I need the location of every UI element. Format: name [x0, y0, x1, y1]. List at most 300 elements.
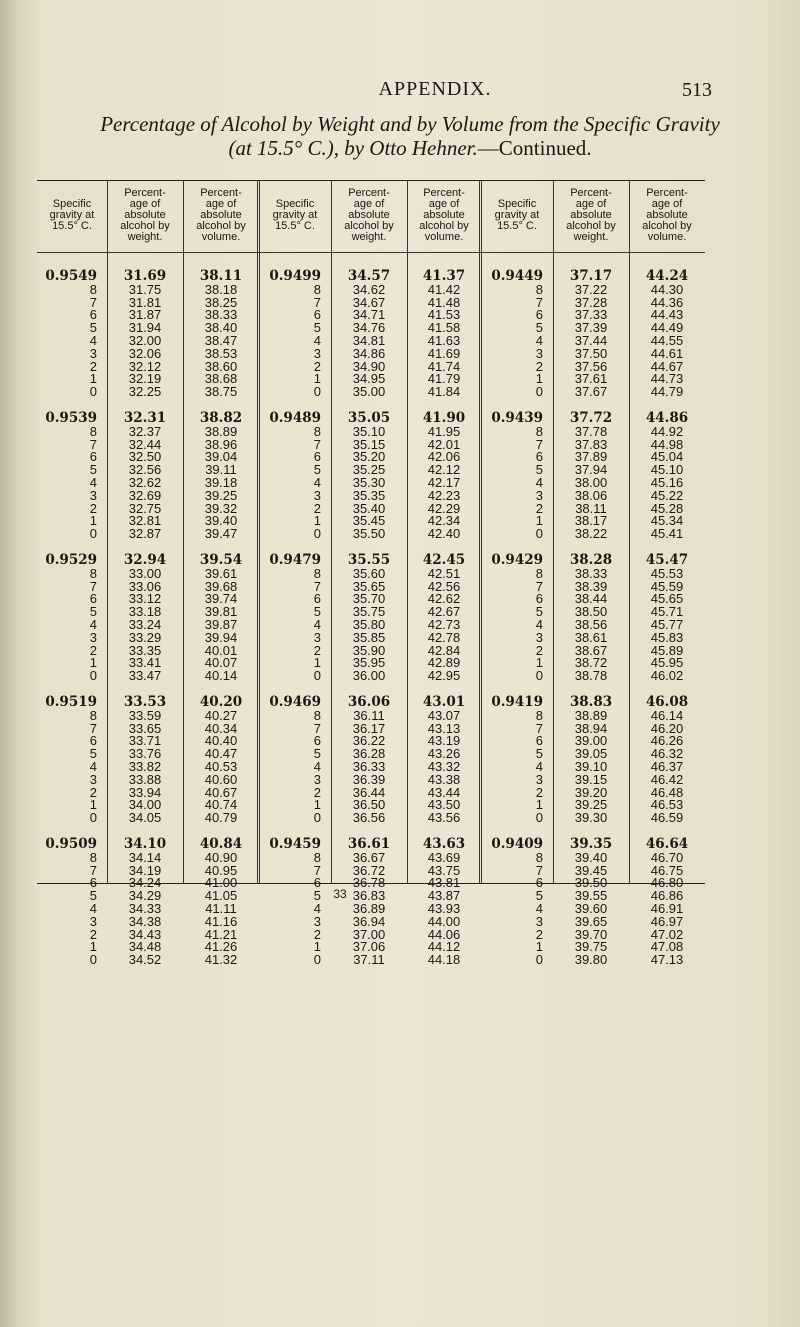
- specific-gravity-cell: 7: [313, 578, 321, 594]
- specific-gravity-cell: 3: [313, 629, 321, 645]
- specific-gravity-cell: 5: [313, 888, 321, 904]
- column-header-volume: Percent- age of absolute alcohol by volume.: [196, 187, 246, 243]
- specific-gravity-cell: 4: [535, 759, 543, 774]
- specific-gravity-cell: 2: [313, 500, 321, 516]
- alcohol-by-volume-cell: 44.12: [427, 939, 461, 955]
- specific-gravity-cell: 7: [535, 436, 543, 452]
- running-head: APPENDIX.: [378, 78, 492, 100]
- alcohol-by-volume-cell: 42.34: [427, 513, 461, 529]
- alcohol-by-weight-cell: 32.25: [128, 384, 162, 400]
- specific-gravity-cell: 2: [535, 642, 543, 658]
- alcohol-by-weight-cell: 32.81: [128, 513, 162, 529]
- alcohol-by-weight-cell: 37.33: [574, 307, 608, 323]
- alcohol-by-weight-cell: 33.06: [128, 578, 162, 594]
- alcohol-by-volume-cell: 40.34: [204, 720, 238, 736]
- specific-gravity-cell: 8: [535, 423, 543, 439]
- specific-gravity-cell: 6: [313, 449, 321, 465]
- specific-gravity-cell: 6: [313, 875, 321, 891]
- specific-gravity-cell: 0: [535, 952, 543, 968]
- alcohol-by-weight-cell: 37.72: [569, 410, 613, 426]
- alcohol-by-weight-cell: 35.50: [352, 526, 386, 542]
- alcohol-by-weight-cell: 36.00: [352, 668, 386, 684]
- specific-gravity-cell: 7: [535, 294, 543, 310]
- specific-gravity-cell: 7: [89, 436, 97, 452]
- specific-gravity-cell: 6: [313, 591, 321, 607]
- specific-gravity-cell: 4: [313, 333, 321, 348]
- specific-gravity-cell: 0: [313, 810, 321, 826]
- specific-gravity-cell: 5: [535, 320, 543, 336]
- alcohol-by-weight-cell: 32.69: [128, 487, 162, 503]
- specific-gravity-cell: 7: [535, 720, 543, 736]
- alcohol-by-volume-cell: 40.84: [199, 836, 243, 852]
- specific-gravity-cell: 0.9409: [491, 836, 543, 852]
- alcohol-by-volume-cell: 42.95: [427, 668, 461, 684]
- specific-gravity-cell: 2: [313, 358, 321, 374]
- alcohol-by-weight-cell: 38.94: [574, 720, 608, 736]
- specific-gravity-cell: 6: [535, 875, 543, 891]
- alcohol-by-weight-cell: 33.47: [128, 668, 162, 684]
- alcohol-by-volume-cell: 40.01: [204, 642, 238, 658]
- section-divider: [257, 180, 260, 884]
- specific-gravity-cell: 3: [535, 629, 543, 645]
- specific-gravity-cell: 3: [89, 771, 97, 787]
- alcohol-by-volume-cell: 41.84: [427, 384, 461, 400]
- alcohol-by-weight-cell: 34.19: [128, 862, 162, 878]
- alcohol-by-volume-cell: 42.51: [427, 565, 461, 581]
- alcohol-by-volume-cell: 44.43: [650, 307, 684, 323]
- alcohol-by-volume-cell: 39.87: [204, 617, 238, 632]
- specific-gravity-cell: 6: [313, 733, 321, 749]
- alcohol-by-volume-cell: 38.40: [204, 320, 238, 336]
- specific-gravity-cell: 5: [89, 604, 97, 620]
- alcohol-by-volume-cell: 38.18: [204, 281, 238, 297]
- specific-gravity-cell: 7: [313, 862, 321, 878]
- alcohol-by-volume-cell: 44.92: [650, 423, 684, 439]
- specific-gravity-cell: 8: [313, 565, 321, 581]
- alcohol-by-volume-cell: 40.07: [204, 655, 238, 671]
- specific-gravity-cell: 5: [535, 604, 543, 620]
- alcohol-by-weight-cell: 35.85: [352, 629, 386, 645]
- specific-gravity-cell: 5: [313, 604, 321, 620]
- column-header-weight: Percent- age of absolute alcohol by weight.: [120, 187, 170, 243]
- alcohol-by-weight-cell: 39.80: [574, 952, 608, 968]
- title-line-1: Percentage of Alcohol by Weight and by Volume from the Specific Gravity: [100, 112, 720, 136]
- specific-gravity-cell: 0: [89, 810, 97, 826]
- alcohol-by-weight-cell: 38.17: [574, 513, 608, 529]
- specific-gravity-cell: 0: [313, 526, 321, 542]
- alcohol-by-weight-cell: 35.70: [352, 591, 386, 607]
- specific-gravity-cell: 0.9549: [45, 268, 97, 284]
- alcohol-by-volume-cell: 41.48: [427, 294, 461, 310]
- alcohol-by-weight-cell: 35.45: [352, 513, 386, 529]
- alcohol-by-weight-cell: 39.20: [574, 784, 608, 800]
- alcohol-by-volume-cell: 42.29: [427, 500, 461, 516]
- alcohol-by-weight-cell: 37.94: [574, 462, 608, 478]
- specific-gravity-cell: 6: [313, 307, 321, 323]
- alcohol-by-weight-cell: 32.75: [128, 500, 162, 516]
- alcohol-by-weight-cell: 31.75: [128, 281, 162, 297]
- specific-gravity-cell: 1: [535, 371, 543, 387]
- specific-gravity-cell: 6: [89, 733, 97, 749]
- alcohol-by-volume-cell: 39.61: [204, 565, 238, 581]
- alcohol-by-volume-cell: 40.79: [204, 810, 238, 826]
- alcohol-by-weight-cell: 37.83: [574, 436, 608, 452]
- specific-gravity-cell: 1: [89, 371, 97, 387]
- specific-gravity-cell: 3: [535, 345, 543, 361]
- alcohol-by-weight-cell: 34.14: [128, 849, 162, 865]
- specific-gravity-cell: 5: [535, 462, 543, 478]
- alcohol-by-volume-cell: 45.22: [650, 487, 684, 503]
- alcohol-by-volume-cell: 41.26: [204, 939, 238, 955]
- alcohol-by-weight-cell: 34.43: [128, 926, 162, 942]
- alcohol-by-volume-cell: 44.55: [650, 333, 684, 348]
- alcohol-by-volume-cell: 45.41: [650, 526, 684, 542]
- specific-gravity-cell: 7: [313, 294, 321, 310]
- specific-gravity-cell: 6: [89, 307, 97, 323]
- specific-gravity-cell: 1: [313, 513, 321, 529]
- specific-gravity-cell: 8: [313, 707, 321, 723]
- alcohol-by-weight-cell: 31.94: [128, 320, 162, 336]
- alcohol-by-weight-cell: 35.80: [352, 617, 386, 632]
- alcohol-by-weight-cell: 34.90: [352, 358, 386, 374]
- alcohol-by-weight-cell: 33.59: [128, 707, 162, 723]
- alcohol-by-volume-cell: 40.40: [204, 733, 238, 749]
- alcohol-by-volume-cell: 40.47: [204, 746, 238, 762]
- alcohol-by-weight-cell: 36.78: [352, 875, 386, 891]
- alcohol-by-weight-cell: 36.28: [352, 746, 386, 762]
- alcohol-by-volume-cell: 46.91: [650, 901, 684, 916]
- table-top-rule: [37, 180, 705, 181]
- alcohol-by-volume-cell: 44.79: [650, 384, 684, 400]
- alcohol-by-weight-cell: 37.17: [569, 268, 613, 284]
- specific-gravity-cell: 2: [535, 784, 543, 800]
- alcohol-by-volume-cell: 41.69: [427, 345, 461, 361]
- alcohol-by-weight-cell: 38.00: [574, 475, 608, 490]
- alcohol-by-weight-cell: 37.06: [352, 939, 386, 955]
- specific-gravity-cell: 5: [313, 462, 321, 478]
- alcohol-by-weight-cell: 36.11: [353, 707, 385, 723]
- specific-gravity-cell: 0: [535, 526, 543, 542]
- alcohol-by-weight-cell: 32.94: [123, 552, 167, 568]
- alcohol-by-weight-cell: 36.33: [352, 759, 386, 774]
- specific-gravity-cell: 0.9499: [269, 268, 321, 284]
- header-rule: [37, 252, 705, 253]
- alcohol-by-volume-cell: 39.04: [204, 449, 238, 465]
- specific-gravity-cell: 0.9519: [45, 694, 97, 710]
- specific-gravity-cell: 4: [535, 901, 543, 916]
- specific-gravity-cell: 4: [89, 759, 97, 774]
- alcohol-by-weight-cell: 35.75: [352, 604, 386, 620]
- alcohol-by-weight-cell: 37.22: [574, 281, 608, 297]
- alcohol-by-volume-cell: 41.16: [204, 913, 238, 929]
- alcohol-by-volume-cell: 46.08: [645, 694, 689, 710]
- alcohol-by-volume-cell: 43.69: [427, 849, 461, 865]
- alcohol-by-weight-cell: 33.88: [128, 771, 162, 787]
- alcohol-by-volume-cell: 44.36: [650, 294, 684, 310]
- alcohol-by-weight-cell: 34.86: [352, 345, 386, 361]
- alcohol-by-weight-cell: 39.25: [574, 797, 608, 813]
- alcohol-by-volume-cell: 43.13: [427, 720, 461, 736]
- alcohol-by-weight-cell: 35.35: [352, 487, 386, 503]
- alcohol-by-weight-cell: 32.87: [128, 526, 162, 542]
- section-divider: [479, 180, 482, 884]
- specific-gravity-cell: 4: [89, 901, 97, 916]
- specific-gravity-cell: 0.9489: [269, 410, 321, 426]
- alcohol-by-weight-cell: 38.83: [569, 694, 613, 710]
- alcohol-by-volume-cell: 43.07: [427, 707, 461, 723]
- alcohol-by-volume-cell: 38.33: [204, 307, 238, 323]
- alcohol-by-weight-cell: 33.53: [123, 694, 167, 710]
- specific-gravity-cell: 7: [89, 720, 97, 736]
- alcohol-by-weight-cell: 35.05: [347, 410, 391, 426]
- alcohol-by-volume-cell: 38.11: [199, 268, 243, 284]
- alcohol-table: [37, 180, 705, 968]
- alcohol-by-volume-cell: 45.77: [650, 617, 684, 632]
- alcohol-by-volume-cell: 38.82: [199, 410, 243, 426]
- alcohol-by-weight-cell: 37.78: [574, 423, 608, 439]
- specific-gravity-cell: 0: [313, 384, 321, 400]
- specific-gravity-cell: 8: [89, 565, 97, 581]
- alcohol-by-weight-cell: 36.61: [347, 836, 391, 852]
- specific-gravity-cell: 2: [89, 926, 97, 942]
- alcohol-by-volume-cell: 43.75: [427, 862, 461, 878]
- title-continued: —Continued.: [477, 136, 592, 160]
- alcohol-by-volume-cell: 38.75: [204, 384, 238, 400]
- alcohol-by-weight-cell: 33.71: [128, 733, 162, 749]
- specific-gravity-cell: 1: [313, 939, 321, 955]
- alcohol-by-volume-cell: 39.25: [204, 487, 238, 503]
- specific-gravity-cell: 1: [313, 655, 321, 671]
- specific-gravity-cell: 0.9479: [269, 552, 321, 568]
- specific-gravity-cell: 2: [313, 642, 321, 658]
- specific-gravity-cell: 0.9459: [269, 836, 321, 852]
- alcohol-by-volume-cell: 45.10: [650, 462, 684, 478]
- specific-gravity-cell: 5: [89, 462, 97, 478]
- specific-gravity-cell: 3: [89, 487, 97, 503]
- alcohol-by-weight-cell: 37.39: [574, 320, 608, 336]
- alcohol-by-volume-cell: 46.97: [650, 913, 684, 929]
- specific-gravity-cell: 0: [89, 526, 97, 542]
- alcohol-by-volume-cell: 41.95: [427, 423, 461, 439]
- alcohol-by-volume-cell: 41.05: [204, 888, 238, 904]
- alcohol-by-volume-cell: 42.06: [427, 449, 461, 465]
- specific-gravity-cell: 3: [89, 629, 97, 645]
- alcohol-by-weight-cell: 39.15: [574, 771, 608, 787]
- specific-gravity-cell: 0: [313, 668, 321, 684]
- alcohol-by-weight-cell: 33.65: [128, 720, 162, 736]
- alcohol-by-volume-cell: 46.26: [650, 733, 684, 749]
- column-header-weight: Percent- age of absolute alcohol by weight.: [344, 187, 394, 243]
- alcohol-by-volume-cell: 47.13: [650, 952, 684, 968]
- table-title: [50, 112, 770, 160]
- specific-gravity-cell: 6: [535, 449, 543, 465]
- specific-gravity-cell: 8: [535, 565, 543, 581]
- alcohol-by-weight-cell: 39.50: [574, 875, 608, 891]
- specific-gravity-cell: 2: [535, 500, 543, 516]
- alcohol-by-weight-cell: 36.06: [347, 694, 391, 710]
- alcohol-by-volume-cell: 46.75: [650, 862, 684, 878]
- alcohol-by-volume-cell: 46.37: [650, 759, 684, 774]
- specific-gravity-cell: 5: [535, 746, 543, 762]
- specific-gravity-cell: 4: [313, 901, 321, 916]
- alcohol-by-weight-cell: 38.50: [574, 604, 608, 620]
- alcohol-by-volume-cell: 42.84: [427, 642, 461, 658]
- alcohol-by-weight-cell: 39.05: [574, 746, 608, 762]
- specific-gravity-cell: 5: [89, 888, 97, 904]
- alcohol-by-volume-cell: 38.25: [204, 294, 238, 310]
- alcohol-by-volume-cell: 46.42: [650, 771, 684, 787]
- specific-gravity-cell: 8: [89, 707, 97, 723]
- alcohol-by-weight-cell: 39.10: [574, 759, 608, 774]
- specific-gravity-cell: 8: [89, 281, 97, 297]
- alcohol-by-weight-cell: 37.00: [352, 926, 386, 942]
- alcohol-by-volume-cell: 39.94: [204, 629, 238, 645]
- alcohol-by-weight-cell: 32.62: [128, 475, 162, 490]
- specific-gravity-cell: 0.9469: [269, 694, 321, 710]
- specific-gravity-cell: 0.9439: [491, 410, 543, 426]
- alcohol-by-weight-cell: 36.89: [352, 901, 386, 916]
- alcohol-by-volume-cell: 42.17: [427, 475, 461, 490]
- specific-gravity-cell: 0: [89, 952, 97, 968]
- title-author: C.), by Otto Hehner.: [302, 136, 478, 160]
- alcohol-by-volume-cell: 46.20: [650, 720, 684, 736]
- specific-gravity-cell: 5: [89, 320, 97, 336]
- alcohol-by-weight-cell: 34.48: [128, 939, 162, 955]
- specific-gravity-cell: 7: [89, 578, 97, 594]
- alcohol-by-weight-cell: 33.18: [128, 604, 162, 620]
- alcohol-by-volume-cell: 42.01: [427, 436, 461, 452]
- alcohol-by-volume-cell: 45.34: [650, 513, 684, 529]
- alcohol-by-volume-cell: 46.53: [650, 797, 684, 813]
- alcohol-by-volume-cell: 42.45: [422, 552, 466, 568]
- alcohol-by-weight-cell: 36.72: [352, 862, 386, 878]
- alcohol-by-weight-cell: 35.00: [352, 384, 386, 400]
- alcohol-by-volume-cell: 44.98: [650, 436, 684, 452]
- alcohol-by-weight-cell: 35.40: [352, 500, 386, 516]
- alcohol-by-volume-cell: 38.68: [204, 371, 238, 387]
- alcohol-by-volume-cell: 46.80: [650, 875, 684, 891]
- specific-gravity-cell: 1: [89, 513, 97, 529]
- alcohol-by-weight-cell: 38.28: [569, 552, 613, 568]
- alcohol-by-volume-cell: 44.86: [645, 410, 689, 426]
- specific-gravity-cell: 1: [535, 797, 543, 813]
- alcohol-by-volume-cell: 45.89: [650, 642, 684, 658]
- alcohol-by-weight-cell: 36.17: [352, 720, 386, 736]
- alcohol-by-weight-cell: 34.24: [128, 875, 162, 891]
- alcohol-by-weight-cell: 37.44: [574, 333, 608, 348]
- alcohol-by-weight-cell: 38.44: [574, 591, 608, 607]
- specific-gravity-cell: 6: [89, 449, 97, 465]
- alcohol-by-weight-cell: 37.28: [574, 294, 608, 310]
- alcohol-by-volume-cell: 45.53: [650, 565, 684, 581]
- alcohol-by-volume-cell: 42.89: [427, 655, 461, 671]
- column-header-volume: Percent- age of absolute alcohol by volume.: [642, 187, 692, 243]
- specific-gravity-cell: 2: [313, 784, 321, 800]
- specific-gravity-cell: 0: [313, 952, 321, 968]
- alcohol-by-volume-cell: 41.21: [204, 926, 238, 942]
- alcohol-by-weight-cell: 36.94: [352, 913, 386, 929]
- specific-gravity-cell: 0.9429: [491, 552, 543, 568]
- alcohol-by-volume-cell: 47.08: [650, 939, 684, 955]
- specific-gravity-cell: 0.9539: [45, 410, 97, 426]
- alcohol-by-weight-cell: 39.75: [574, 939, 608, 955]
- alcohol-by-weight-cell: 35.90: [352, 642, 386, 658]
- alcohol-by-weight-cell: 39.00: [574, 733, 608, 749]
- alcohol-by-weight-cell: 34.52: [128, 952, 162, 968]
- alcohol-by-weight-cell: 37.61: [574, 371, 608, 387]
- alcohol-by-volume-cell: 43.01: [422, 694, 466, 710]
- specific-gravity-cell: 7: [535, 578, 543, 594]
- alcohol-by-volume-cell: 41.79: [427, 371, 461, 387]
- alcohol-by-volume-cell: 46.48: [650, 784, 684, 800]
- alcohol-by-volume-cell: 42.78: [427, 629, 461, 645]
- alcohol-by-weight-cell: 37.56: [574, 358, 608, 374]
- alcohol-by-volume-cell: 43.56: [427, 810, 461, 826]
- alcohol-by-weight-cell: 38.33: [574, 565, 608, 581]
- specific-gravity-cell: 7: [89, 294, 97, 310]
- specific-gravity-cell: 0: [89, 384, 97, 400]
- specific-gravity-cell: 8: [535, 707, 543, 723]
- specific-gravity-cell: 5: [313, 320, 321, 336]
- specific-gravity-cell: 1: [89, 655, 97, 671]
- alcohol-by-weight-cell: 37.89: [574, 449, 608, 465]
- alcohol-by-volume-cell: 46.64: [645, 836, 689, 852]
- specific-gravity-cell: 3: [535, 487, 543, 503]
- title-temp: (at 15.5: [228, 136, 294, 160]
- specific-gravity-cell: 3: [535, 913, 543, 929]
- alcohol-by-volume-cell: 46.14: [650, 707, 684, 723]
- alcohol-by-volume-cell: 38.96: [204, 436, 238, 452]
- alcohol-by-weight-cell: 35.95: [352, 655, 386, 671]
- alcohol-by-volume-cell: 39.11: [205, 462, 237, 478]
- specific-gravity-cell: 3: [89, 345, 97, 361]
- specific-gravity-cell: 3: [89, 913, 97, 929]
- alcohol-by-weight-cell: 31.69: [123, 268, 167, 284]
- specific-gravity-cell: 2: [89, 784, 97, 800]
- alcohol-by-weight-cell: 38.11: [575, 500, 607, 516]
- specific-gravity-cell: 4: [535, 475, 543, 490]
- alcohol-by-weight-cell: 31.81: [128, 294, 162, 310]
- specific-gravity-cell: 6: [89, 875, 97, 891]
- alcohol-by-volume-cell: 43.19: [427, 733, 461, 749]
- alcohol-by-weight-cell: 32.19: [128, 371, 162, 387]
- alcohol-by-volume-cell: 40.20: [199, 694, 243, 710]
- alcohol-by-volume-cell: 39.32: [204, 500, 238, 516]
- alcohol-by-weight-cell: 36.39: [352, 771, 386, 787]
- alcohol-by-volume-cell: 46.86: [650, 888, 684, 904]
- alcohol-by-volume-cell: 45.95: [650, 655, 684, 671]
- alcohol-by-weight-cell: 38.78: [574, 668, 608, 684]
- specific-gravity-cell: 0: [535, 810, 543, 826]
- specific-gravity-cell: 0.9419: [491, 694, 543, 710]
- specific-gravity-cell: 3: [535, 771, 543, 787]
- specific-gravity-cell: 0: [535, 668, 543, 684]
- specific-gravity-cell: 1: [535, 655, 543, 671]
- alcohol-by-volume-cell: 39.68: [204, 578, 238, 594]
- specific-gravity-cell: 4: [535, 617, 543, 632]
- alcohol-by-weight-cell: 38.56: [574, 617, 608, 632]
- specific-gravity-cell: 1: [535, 513, 543, 529]
- alcohol-by-weight-cell: 36.83: [352, 888, 386, 904]
- alcohol-by-weight-cell: 38.39: [574, 578, 608, 594]
- alcohol-by-volume-cell: 38.60: [204, 358, 238, 374]
- specific-gravity-cell: 0: [89, 668, 97, 684]
- specific-gravity-cell: 5: [535, 888, 543, 904]
- alcohol-by-volume-cell: 41.37: [422, 268, 466, 284]
- signature-mark: 33: [333, 887, 347, 901]
- alcohol-by-volume-cell: 43.26: [427, 746, 461, 762]
- alcohol-by-volume-cell: 43.63: [422, 836, 466, 852]
